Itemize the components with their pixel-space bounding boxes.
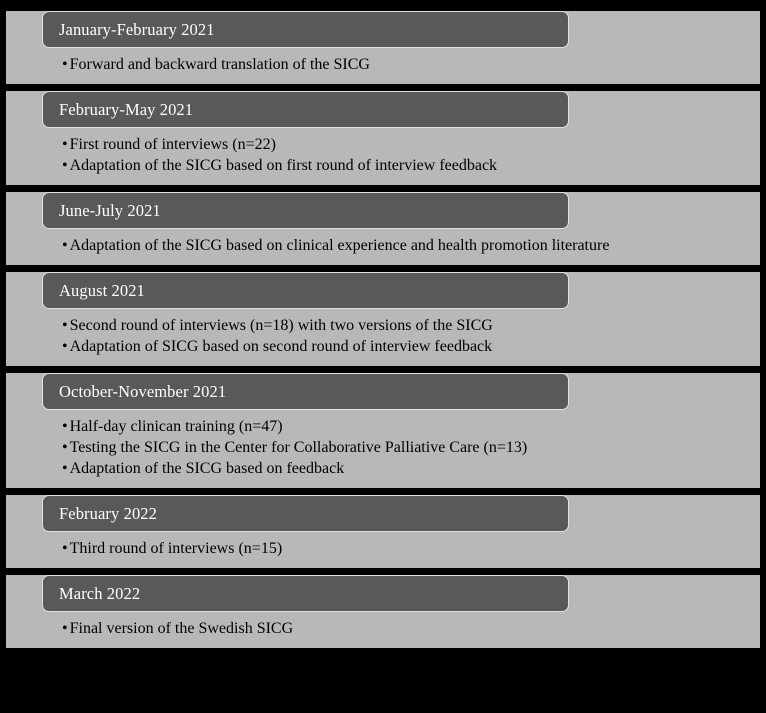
bullet-icon: • [62, 157, 68, 174]
phase-items [6, 532, 760, 568]
phase-item-text: Final version of the Swedish SICG [69, 620, 294, 637]
timeline-frame [6, 6, 760, 707]
bullet-icon: • [62, 136, 68, 153]
phase-item [6, 135, 760, 155]
bullet-icon: • [62, 317, 68, 334]
phase-item-text: Second round of interviews (n=18) with two versions of the SICG [69, 317, 493, 334]
bullet-icon: • [62, 460, 68, 477]
phase-item-text: First round of interviews (n=22) [69, 136, 276, 153]
phase-period-label: June-July 2021 [42, 192, 569, 229]
phase-item [6, 55, 760, 75]
phase-period-label: October-November 2021 [42, 373, 569, 410]
phase-item [6, 156, 760, 176]
phase-items [6, 612, 760, 648]
bullet-icon: • [62, 620, 68, 637]
phase-period-label: February 2022 [42, 495, 569, 532]
timeline-phase [6, 575, 760, 648]
phase-item [6, 438, 760, 458]
phase-item [6, 539, 760, 559]
timeline-phase [6, 192, 760, 265]
phase-period-label: August 2021 [42, 272, 569, 309]
timeline-phase [6, 495, 760, 568]
phase-item-text: Third round of interviews (n=15) [69, 540, 283, 557]
phase-period-label: January-February 2021 [42, 11, 569, 48]
phases-container [6, 11, 760, 648]
timeline-phase [6, 373, 760, 488]
bullet-icon: • [62, 418, 68, 435]
phase-item [6, 619, 760, 639]
phase-item [6, 316, 760, 336]
phase-item [6, 337, 760, 357]
phase-items [6, 229, 760, 265]
bullet-icon: • [62, 338, 68, 355]
phase-period-label: February-May 2021 [42, 91, 569, 128]
bullet-icon: • [62, 439, 68, 456]
phase-item-text: Adaptation of the SICG based on clinical experience and health promotion literature [69, 237, 610, 254]
phase-items [6, 128, 760, 185]
phase-item-text: Adaptation of the SICG based on first round of interview feedback [69, 157, 498, 174]
phase-items [6, 309, 760, 366]
bullet-icon: • [62, 237, 68, 254]
bullet-icon: • [62, 540, 68, 557]
phase-item [6, 459, 760, 479]
timeline-phase [6, 11, 760, 84]
phase-item-text: Adaptation of the SICG based on feedback [69, 460, 345, 477]
timeline-phase [6, 272, 760, 366]
timeline-phase [6, 91, 760, 185]
phase-item [6, 236, 760, 256]
phase-items [6, 410, 760, 488]
phase-period-label: March 2022 [42, 575, 569, 612]
phase-item-text: Adaptation of SICG based on second round of interview feedback [69, 338, 493, 355]
phase-item-text: Forward and backward translation of the SICG [69, 56, 370, 73]
phase-item-text: Testing the SICG in the Center for Collaborative Palliative Care (n=13) [69, 439, 528, 456]
phase-item-text: Half-day clinican training (n=47) [69, 418, 283, 435]
phase-item [6, 417, 760, 437]
phase-items [6, 48, 760, 84]
bullet-icon: • [62, 56, 68, 73]
